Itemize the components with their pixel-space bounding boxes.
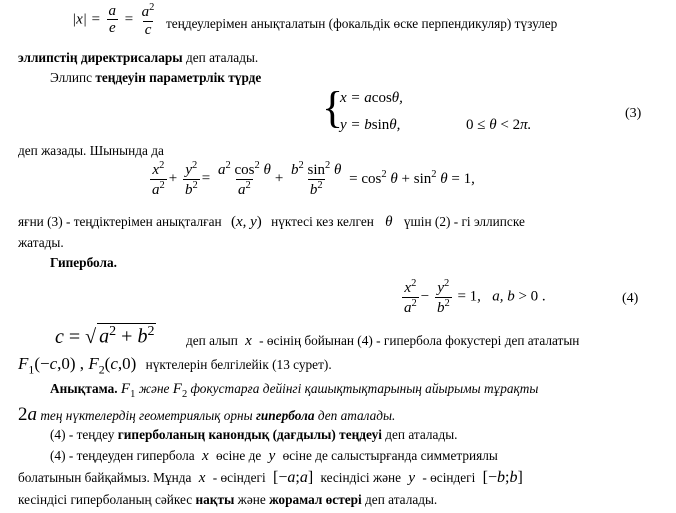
directrix-formula: |x| = $\frac{a}{e}$ = $\frac{a^2}{c}$ [72,2,155,38]
line-11: болатынын байқаймыз. Мұнда x - өсіндегі [−a;a] кесіндісі және y - өсіндегі [−b;b] [18,469,523,486]
equation-number-3: (3) [625,106,642,121]
line-5: яғни (3) - теңдіктерімен анықталған (x, y) нүктесі кез келген θ үшін (2) - гі эллипске [18,214,525,230]
line-3: Эллипс теңдеуін параметрлік түрде [50,70,262,85]
line-9: (4) - теңдеу гиперболаның канондық (дағдылы) теңдеуі деп аталады. [50,427,458,442]
line-7: деп алып x - өсінің бойынан (4) - гипербола фокустері деп аталатын [186,333,580,349]
line-6: жатады. [18,235,64,250]
line-4: деп жазады. Шынында да [18,143,164,158]
definition-line-2: 2a тең нүктелердің геометриялық орны гипербола деп аталады. [18,404,396,425]
line-2: эллипстің директрисалары деп аталады. [18,50,259,65]
hyperbola-equation: $\frac{x^2}{a^2}$ − $\frac{y^2}{b^2}$ = 1, a, b > 0 . [404,278,546,316]
identity-formula: $\frac{x^2}{a^2}$ + $\frac{y^2}{b^2}$ = $\frac{a^2 \cos^2 \theta}{a^2}$ + $\frac{b^2 \sin^2 \theta}{b^2}$ = $\cos^2 \theta + \sin^2 \theta = 1$, [152,160,475,198]
line-8: $F_1(-c,0)$ , $F_2(c,0)$ нүктелерін белгілейік (13 сурет). [18,354,332,377]
definition-line: Анықтама. $F_1$ және $F_2$ фокустарға дейінгі қашықтықтарының айырымы тұрақты [50,381,539,400]
c-formula: c = √ $a^2 + b^2$ [55,324,155,348]
hyperbola-heading: Гипербола. [50,255,117,270]
equation-number-4: (4) [622,291,639,306]
line-1-text: теңдеулерімен анықталатын (фокальдік өске перпендикуляр) түзулер [166,16,558,31]
line-12: кесіндісі гиперболаның сәйкес нақты және жорамал өстері деп аталады. [18,492,438,507]
line-10: (4) - теңдеуден гипербола x өсіне де y өсіне де салыстырғанда симметриялы [50,448,498,464]
